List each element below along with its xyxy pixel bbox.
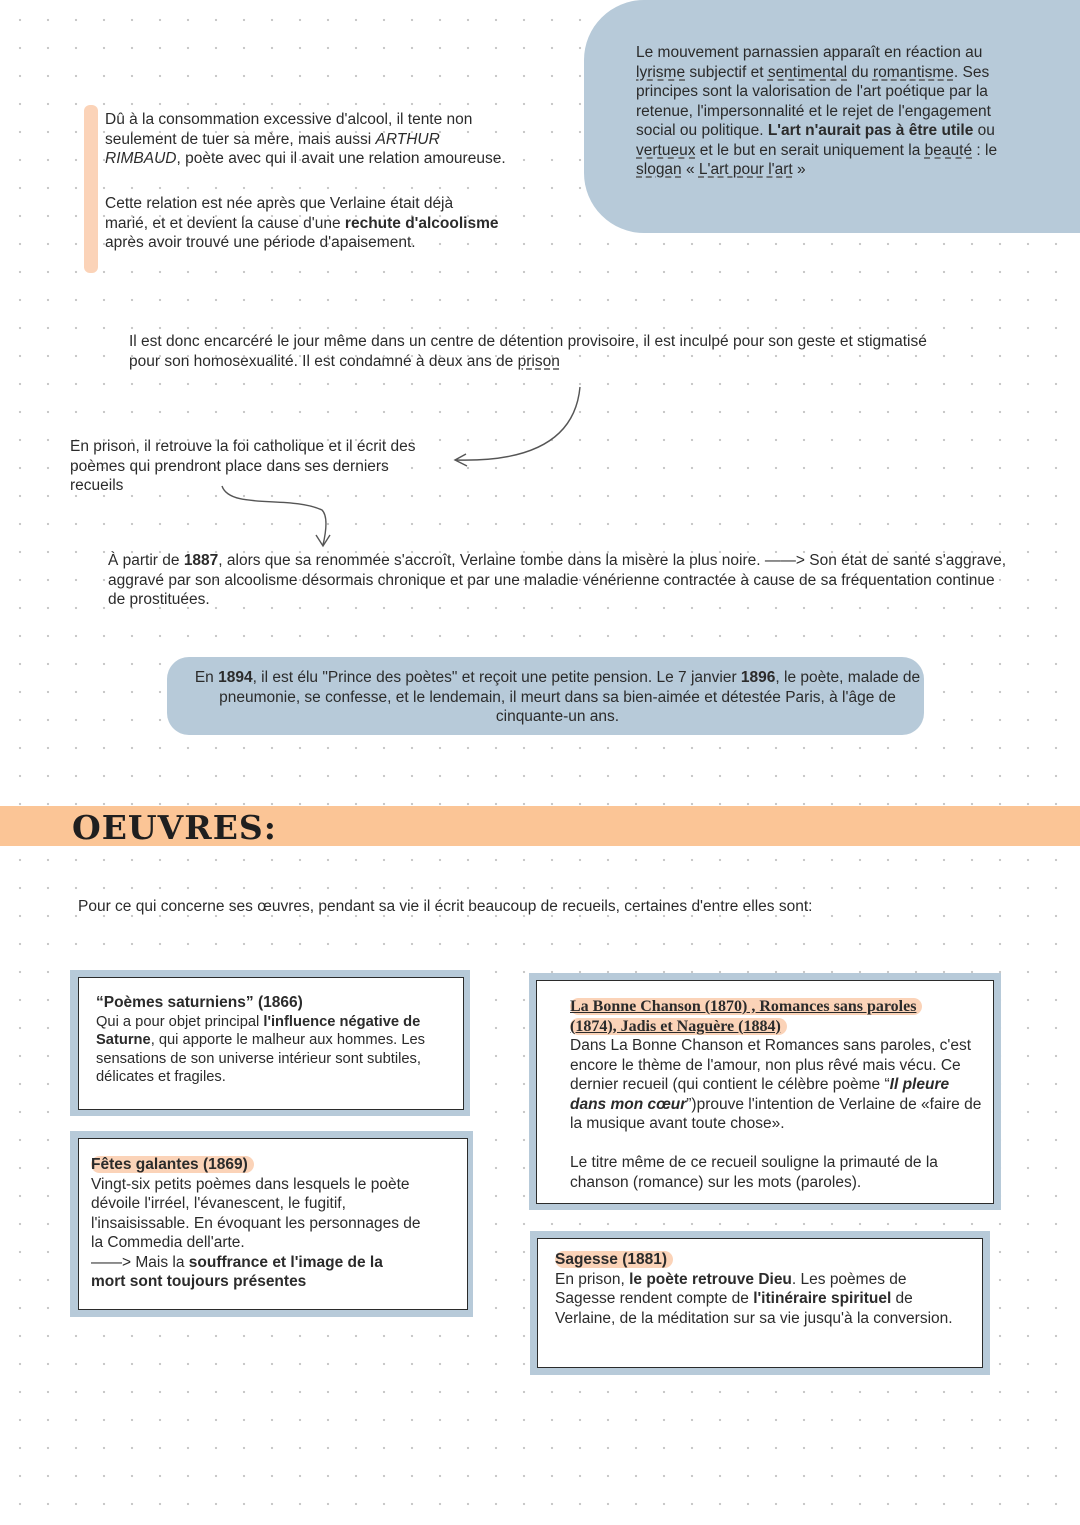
parnasse-text: Le mouvement parnassien apparaît en réaction au lyrisme subjectif et sentimental du romantisme. Ses principes sont la valorisation de l'art poétique par la retenue, l'impersonnalité et le rejet de l'engagement social ou politique. L'art n'aurait pas à être utile ou vertueux et le but en serait uniquement la beauté : le slogan « L'art pour l'art » — [636, 44, 998, 178]
alcohol-paragraph-2: Cette relation est née après que Verlaine était déjà marié, et et devient la cause d'une rechute d'alcoolisme après avoir trouvé une période d'apaisement. — [105, 195, 499, 251]
death-box-text: En 1894, il est élu "Prince des poètes" et reçoit une petite pension. Le 7 janvier 1896, le poète, malade de pneumonie, se confesse, et le lendemain, il meurt dans sa bien-aimée et détestée Paris, à l'âge de cinquante-un ans. — [194, 669, 921, 725]
faith-paragraph: En prison, il retrouve la foi catholique et il écrit des poèmes qui prendront place dans ses derniers recueils — [70, 438, 416, 494]
card-sagesse-title: Sagesse (1881) — [555, 1251, 673, 1268]
card-sagesse-text: Sagesse (1881) En prison, le poète retrouve Dieu. Les poèmes de Sagesse rendent compte de l'itinéraire spirituel de Verlaine, de la méditation sur sa vie jusqu'à la conversion. — [555, 1251, 953, 1327]
card-bonne-chanson-text: La Bonne Chanson (1870) , Romances sans paroles (1874), Jadis et Naguère (1884) Dans La Bonne Chanson et Romances sans paroles, c'est encore le thème de l'amour, non plus rêvé mais vécu. Ce dernier recueil (qui contient le célèbre poème “Il pleure dans mon cœur”)prouve l'intention de Verlaine de «faire de la musique avant toute chose». Le titre même de ce recueil souligne la primauté de la chanson (romance) sur les mots (paroles). — [570, 998, 982, 1191]
card-bonne-chanson-title: La Bonne Chanson (1870) , Romances sans paroles — [570, 998, 922, 1015]
section-title: OEUVRES: — [72, 808, 277, 847]
misery-paragraph: À partir de 1887, alors que sa renommée s'accroît, Verlaine tombe dans la misère la plus noire. ——> Son état de santé s'aggrave, aggravé par son alcoolisme désormais chronique et par une maladie vénérienne contractée à cause de sa fréquentation continue de prostituées. — [108, 552, 1007, 608]
card-fetes-title: Fêtes galantes (1869) — [91, 1156, 254, 1173]
card-saturniens-title: “Poèmes saturniens” (1866) — [96, 994, 303, 1011]
alcohol-paragraph-1: Dû à la consommation excessive d'alcool, il tente non seulement de tuer sa mère, mais aussi ARTHUR RIMBAUD, poète avec qui il avait une relation amoureuse. — [105, 111, 506, 167]
oeuvres-intro: Pour ce qui concerne ses œuvres, pendant sa vie il écrit beaucoup de recueils, certaines d'entre elles sont: — [78, 898, 813, 915]
card-saturniens-text: “Poèmes saturniens” (1866) Qui a pour objet principal l'influence négative de Saturne, qui apporte le malheur aux hommes. Les sensations de son universe intérieur sont subtiles, délicates et fragiles. — [96, 994, 426, 1085]
prison-paragraph: Il est donc encarcéré le jour même dans un centre de détention provisoire, il est inculpé pour son geste et stigmatisé pour son homosexualité. Il est condamné à deux ans de prison — [129, 333, 927, 370]
card-fetes-text: Fêtes galantes (1869) Vingt-six petits poèmes dans lesquels le poète dévoile l'irréel, l'évanescent, le fugitif, l'insaisissable. En évoquant les personnages de la Commedia dell'arte. ——> Mais la souffrance et l'image de la mort sont toujours présentes — [91, 1156, 421, 1290]
